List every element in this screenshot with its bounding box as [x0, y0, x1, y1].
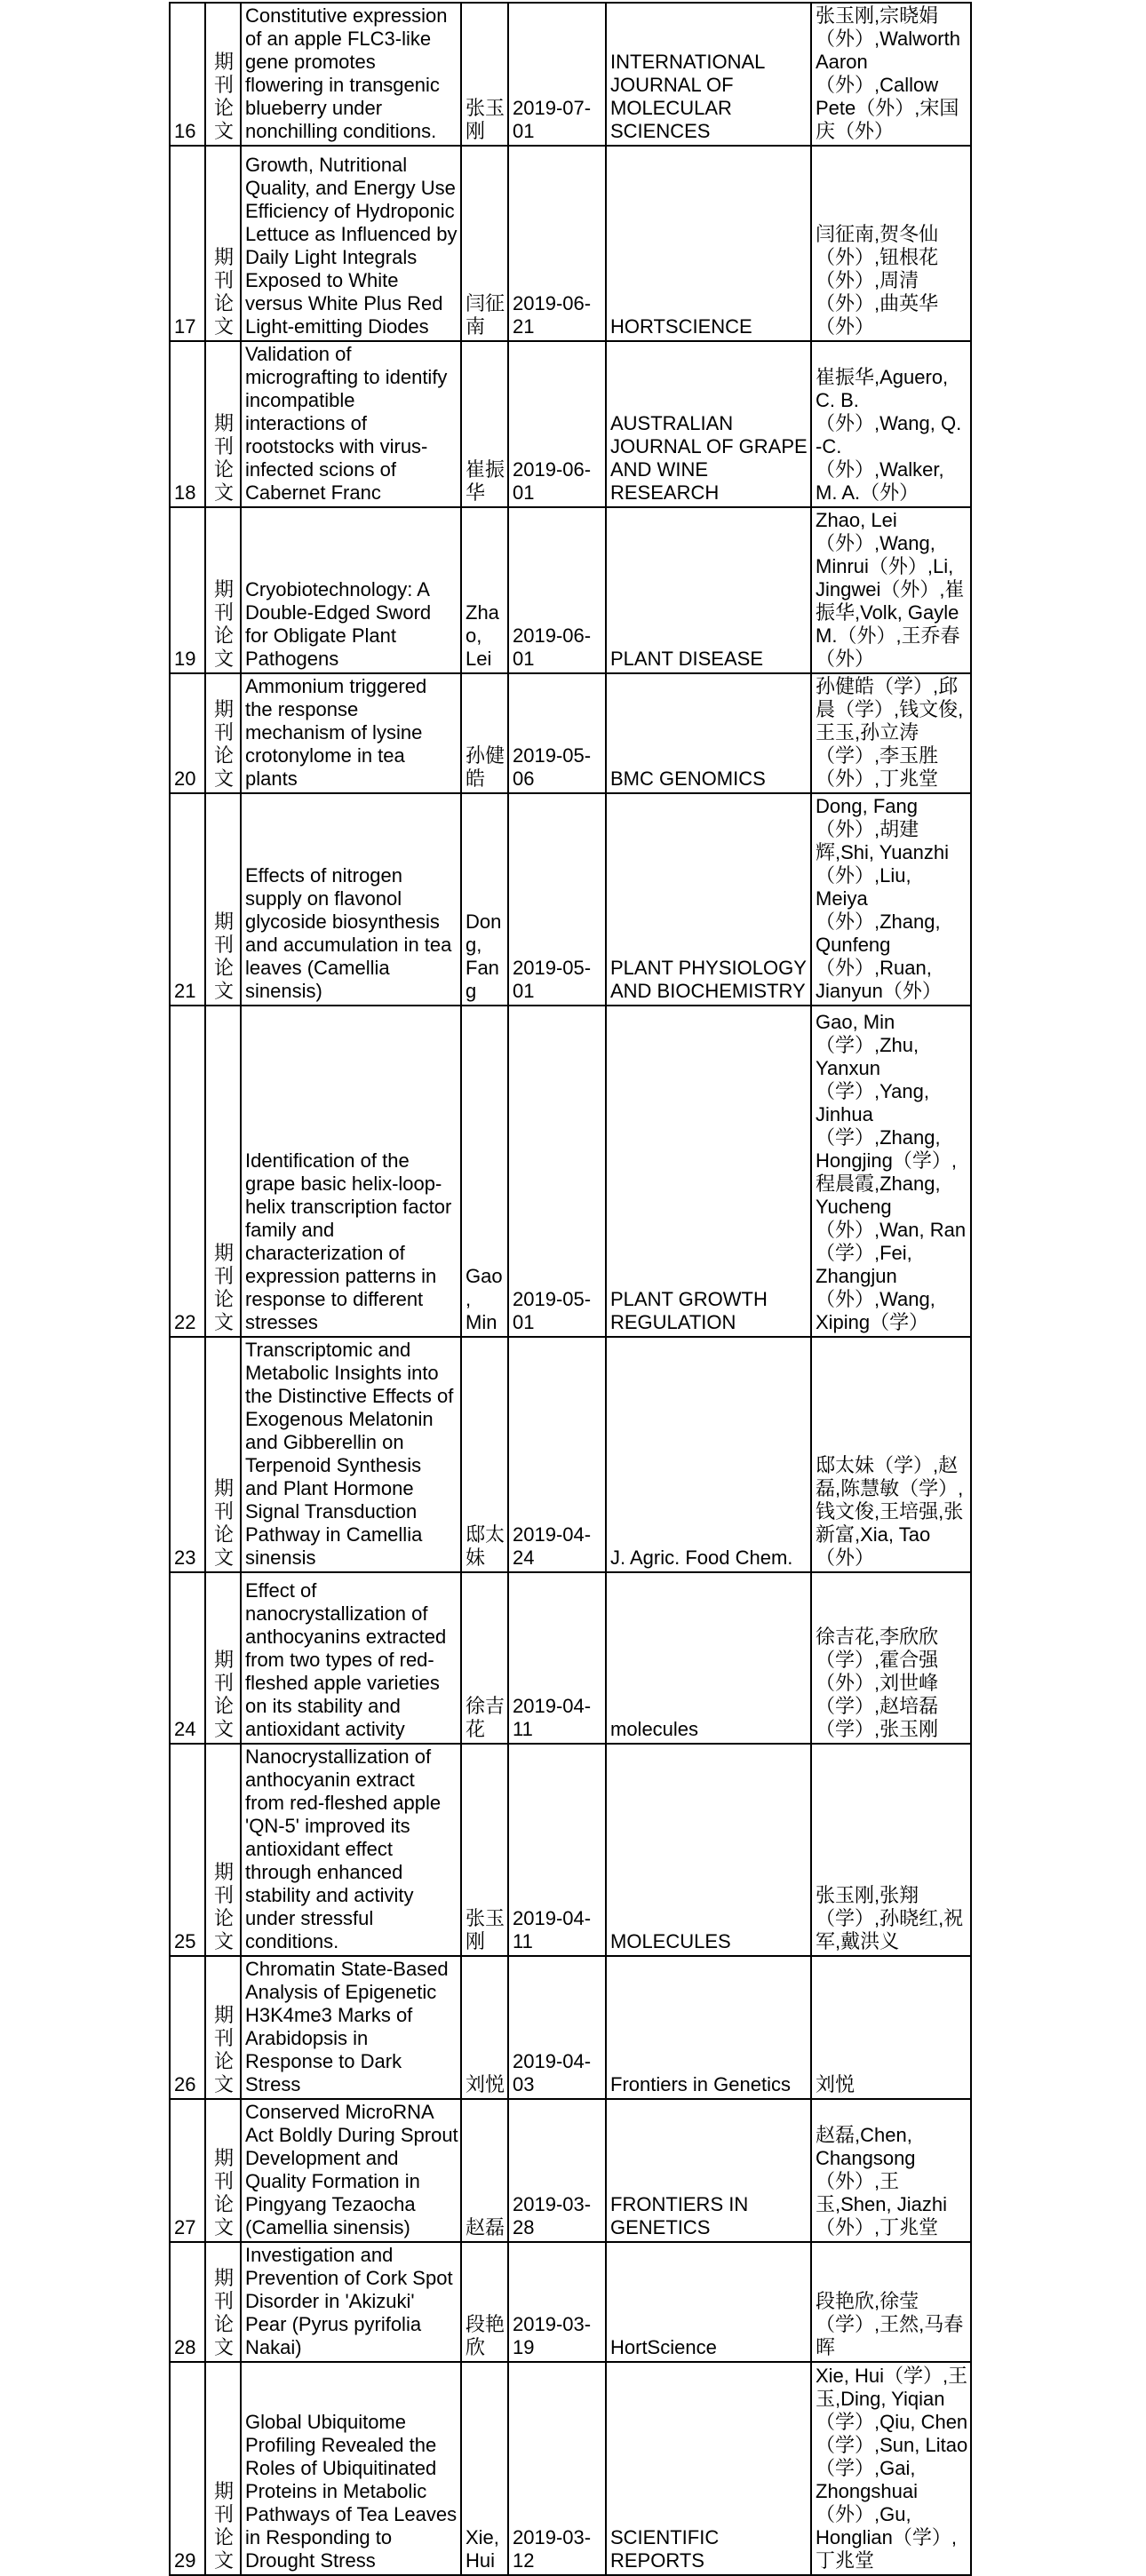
pub-type-label: 期刊论文 [213, 51, 234, 142]
date-cell: 2019-04-11 [508, 1572, 606, 1744]
pub-type-label: 期刊论文 [213, 412, 234, 504]
pub-type-label: 期刊论文 [213, 2004, 234, 2095]
date-cell: 2019-06-01 [508, 507, 606, 673]
authors-cell: Zhao, Lei（外）,Wang, Minrui（外）,Li, Jingwei（外）,崔振华,Volk, Gayle M.（外）,王乔春（外） [811, 507, 971, 673]
table-row [170, 2242, 971, 2362]
pub-type-label: 期刊论文 [213, 1477, 234, 1569]
pub-type-cell [205, 1572, 241, 1744]
journal-cell: HORTSCIENCE [606, 146, 811, 341]
journal-cell: INTERNATIONAL JOURNAL OF MOLECULAR SCIENCES [606, 3, 811, 146]
pub-type-cell [205, 2362, 241, 2575]
title-cell: Nanocrystallization of anthocyanin extract from red-fleshed apple 'QN-5' improved its antioxidant effect through enhanced stability and activity under stressful conditions. [241, 1744, 461, 1956]
pub-type-cell [205, 1956, 241, 2099]
authors-cell: 张玉刚,张翔（学）,孙晓红,祝军,戴洪义 [811, 1744, 971, 1956]
journal-cell: FRONTIERS IN GENETICS [606, 2099, 811, 2242]
pub-type-cell [205, 3, 241, 146]
date-cell: 2019-03-12 [508, 2362, 606, 2575]
pub-type-label: 期刊论文 [213, 698, 234, 790]
first-author-cell: 张玉刚 [461, 1744, 508, 1956]
journal-cell: PLANT GROWTH REGULATION [606, 1006, 811, 1337]
date-cell: 2019-05-01 [508, 793, 606, 1006]
pub-type-cell [205, 793, 241, 1006]
table-row [170, 507, 971, 673]
date-cell: 2019-04-24 [508, 1337, 606, 1572]
pub-type-label: 期刊论文 [213, 1242, 234, 1333]
row-number-cell: 18 [170, 341, 205, 507]
authors-cell: 闫征南,贺冬仙（外）,钮根花（外）,周清（外）,曲英华（外） [811, 146, 971, 341]
pub-type-label: 期刊论文 [213, 2147, 234, 2238]
first-author-cell: 徐吉花 [461, 1572, 508, 1744]
row-number-cell: 23 [170, 1337, 205, 1572]
date-cell: 2019-03-19 [508, 2242, 606, 2362]
pub-type-label: 期刊论文 [213, 1649, 234, 1740]
title-cell: Effects of nitrogen supply on flavonol glycoside biosynthesis and accumulation in tea leaves (Camellia sinensis) [241, 793, 461, 1006]
title-cell: Conserved MicroRNA Act Boldly During Sprout Development and Quality Formation in Pingyang Tezaocha (Camellia sinensis) [241, 2099, 461, 2242]
pub-type-label: 期刊论文 [213, 1861, 234, 1952]
table-row [170, 673, 971, 793]
authors-cell: 张玉刚,宗晓娟（外）,Walworth Aaron（外）,Callow Pete（外）,宋国庆（外） [811, 3, 971, 146]
first-author-cell: Xie, Hui [461, 2362, 508, 2575]
pub-type-cell [205, 2099, 241, 2242]
table-row [170, 1006, 971, 1337]
first-author-cell: Dong, Fang [461, 793, 508, 1006]
date-cell: 2019-07-01 [508, 3, 606, 146]
authors-cell: 孙健皓（学）,邱晨（学）,钱文俊,王玉,孙立涛（学）,李玉胜（外）,丁兆堂 [811, 673, 971, 793]
table-row [170, 1956, 971, 2099]
first-author-cell: 刘悦 [461, 1956, 508, 2099]
table-row [170, 2099, 971, 2242]
pub-type-label: 期刊论文 [213, 2267, 234, 2358]
first-author-cell: Zhao, Lei [461, 507, 508, 673]
first-author-cell: 闫征南 [461, 146, 508, 341]
authors-cell: 徐吉花,李欣欣（学）,霍合强（外）,刘世峰（学）,赵培磊（学）,张玉刚 [811, 1572, 971, 1744]
journal-cell: PLANT DISEASE [606, 507, 811, 673]
row-number-cell: 26 [170, 1956, 205, 2099]
row-number-cell: 20 [170, 673, 205, 793]
pub-type-label: 期刊论文 [213, 910, 234, 1002]
journal-cell: Frontiers in Genetics [606, 1956, 811, 2099]
table-row [170, 341, 971, 507]
table-row [170, 1744, 971, 1956]
title-cell: Global Ubiquitome Profiling Revealed the Roles of Ubiquitinated Proteins in Metabolic Pathways of Tea Leaves in Responding to Drought Stress [241, 2362, 461, 2575]
title-cell: Investigation and Prevention of Cork Spot Disorder in 'Akizuki' Pear (Pyrus pyrifolia Nakai) [241, 2242, 461, 2362]
journal-cell: J. Agric. Food Chem. [606, 1337, 811, 1572]
date-cell: 2019-04-03 [508, 1956, 606, 2099]
authors-cell: Gao, Min（学）,Zhu, Yanxun（学）,Yang, Jinhua（学）,Zhang, Hongjing（学）,程晨霞,Zhang, Yucheng（外）,Wan, Ran（学）,Fei, Zhangjun（外）,Wang, Xiping（学） [811, 1006, 971, 1337]
journal-cell: molecules [606, 1572, 811, 1744]
journal-cell: BMC GENOMICS [606, 673, 811, 793]
row-number-cell: 29 [170, 2362, 205, 2575]
table-row [170, 2362, 971, 2575]
table-row [170, 146, 971, 341]
date-cell: 2019-05-01 [508, 1006, 606, 1337]
title-cell: Ammonium triggered the response mechanism of lysine crotonylome in tea plants [241, 673, 461, 793]
journal-cell: HortScience [606, 2242, 811, 2362]
first-author-cell: 崔振华 [461, 341, 508, 507]
pub-type-label: 期刊论文 [213, 578, 234, 670]
first-author-cell: Gao, Min [461, 1006, 508, 1337]
date-cell: 2019-06-01 [508, 341, 606, 507]
title-cell: Effect of nanocrystallization of anthocyanins extracted from two types of red-fleshed apple varieties on its stability and antioxidant activity [241, 1572, 461, 1744]
authors-cell: Xie, Hui（学）,王玉,Ding, Yiqian（学）,Qiu, Chen（学）,Sun, Litao（学）,Gai, Zhongshuai（外）,Gu, Honglian（学）,丁兆堂 [811, 2362, 971, 2575]
title-cell: Transcriptomic and Metabolic Insights into the Distinctive Effects of Exogenous Melatonin and Gibberellin on Terpenoid Synthesis and Plant Hormone Signal Transduction Pathway in Camellia sinensis [241, 1337, 461, 1572]
pub-type-cell [205, 2242, 241, 2362]
table-row [170, 793, 971, 1006]
pub-type-label: 期刊论文 [213, 246, 234, 338]
row-number-cell: 19 [170, 507, 205, 673]
pub-type-cell [205, 1744, 241, 1956]
row-number-cell: 25 [170, 1744, 205, 1956]
first-author-cell: 张玉刚 [461, 3, 508, 146]
date-cell: 2019-04-11 [508, 1744, 606, 1956]
title-cell: Chromatin State-Based Analysis of Epigenetic H3K4me3 Marks of Arabidopsis in Response to Dark Stress [241, 1956, 461, 2099]
row-number-cell: 21 [170, 793, 205, 1006]
pub-type-cell [205, 507, 241, 673]
authors-cell: Dong, Fang（外）,胡建辉,Shi, Yuanzhi（外）,Liu, Meiya（外）,Zhang, Qunfeng（外）,Ruan, Jianyun（外） [811, 793, 971, 1006]
title-cell: Identification of the grape basic helix-loop-helix transcription factor family and characterization of expression patterns in response to different stresses [241, 1006, 461, 1337]
title-cell: Growth, Nutritional Quality, and Energy Use Efficiency of Hydroponic Lettuce as Influenced by Daily Light Integrals Exposed to White versus White Plus Red Light-emitting Diodes [241, 146, 461, 341]
authors-cell: 邸太妹（学）,赵磊,陈慧敏（学）,钱文俊,王培强,张新富,Xia, Tao（外） [811, 1337, 971, 1572]
first-author-cell: 孙健皓 [461, 673, 508, 793]
pub-type-cell [205, 341, 241, 507]
row-number-cell: 17 [170, 146, 205, 341]
pub-type-cell [205, 1337, 241, 1572]
journal-cell: PLANT PHYSIOLOGY AND BIOCHEMISTRY [606, 793, 811, 1006]
title-cell: Cryobiotechnology: A Double-Edged Sword for Obligate Plant Pathogens [241, 507, 461, 673]
row-number-cell: 24 [170, 1572, 205, 1744]
pub-type-label: 期刊论文 [213, 2480, 234, 2572]
row-number-cell: 16 [170, 3, 205, 146]
first-author-cell: 段艳欣 [461, 2242, 508, 2362]
pub-type-cell [205, 1006, 241, 1337]
authors-cell: 崔振华,Aguero, C. B.（外）,Wang, Q. -C.（外）,Walker, M. A.（外） [811, 341, 971, 507]
table-row [170, 1337, 971, 1572]
pub-type-cell [205, 146, 241, 341]
authors-cell: 段艳欣,徐莹（学）,王然,马春晖 [811, 2242, 971, 2362]
authors-cell: 刘悦 [811, 1956, 971, 2099]
authors-cell: 赵磊,Chen, Changsong（外）,王玉,Shen, Jiazhi（外）,丁兆堂 [811, 2099, 971, 2242]
date-cell: 2019-06-21 [508, 146, 606, 341]
journal-cell: AUSTRALIAN JOURNAL OF GRAPE AND WINE RESEARCH [606, 341, 811, 507]
first-author-cell: 赵磊 [461, 2099, 508, 2242]
date-cell: 2019-03-28 [508, 2099, 606, 2242]
date-cell: 2019-05-06 [508, 673, 606, 793]
row-number-cell: 28 [170, 2242, 205, 2362]
journal-cell: MOLECULES [606, 1744, 811, 1956]
journal-cell: SCIENTIFIC REPORTS [606, 2362, 811, 2575]
row-number-cell: 22 [170, 1006, 205, 1337]
first-author-cell: 邸太妹 [461, 1337, 508, 1572]
publications-table [169, 2, 972, 2576]
pub-type-cell [205, 673, 241, 793]
title-cell: Validation of micrografting to identify incompatible interactions of rootstocks with virus-infected scions of Cabernet Franc [241, 341, 461, 507]
table-row [170, 3, 971, 146]
table-row [170, 1572, 971, 1744]
row-number-cell: 27 [170, 2099, 205, 2242]
title-cell: Constitutive expression of an apple FLC3-like gene promotes flowering in transgenic blueberry under nonchilling conditions. [241, 3, 461, 146]
